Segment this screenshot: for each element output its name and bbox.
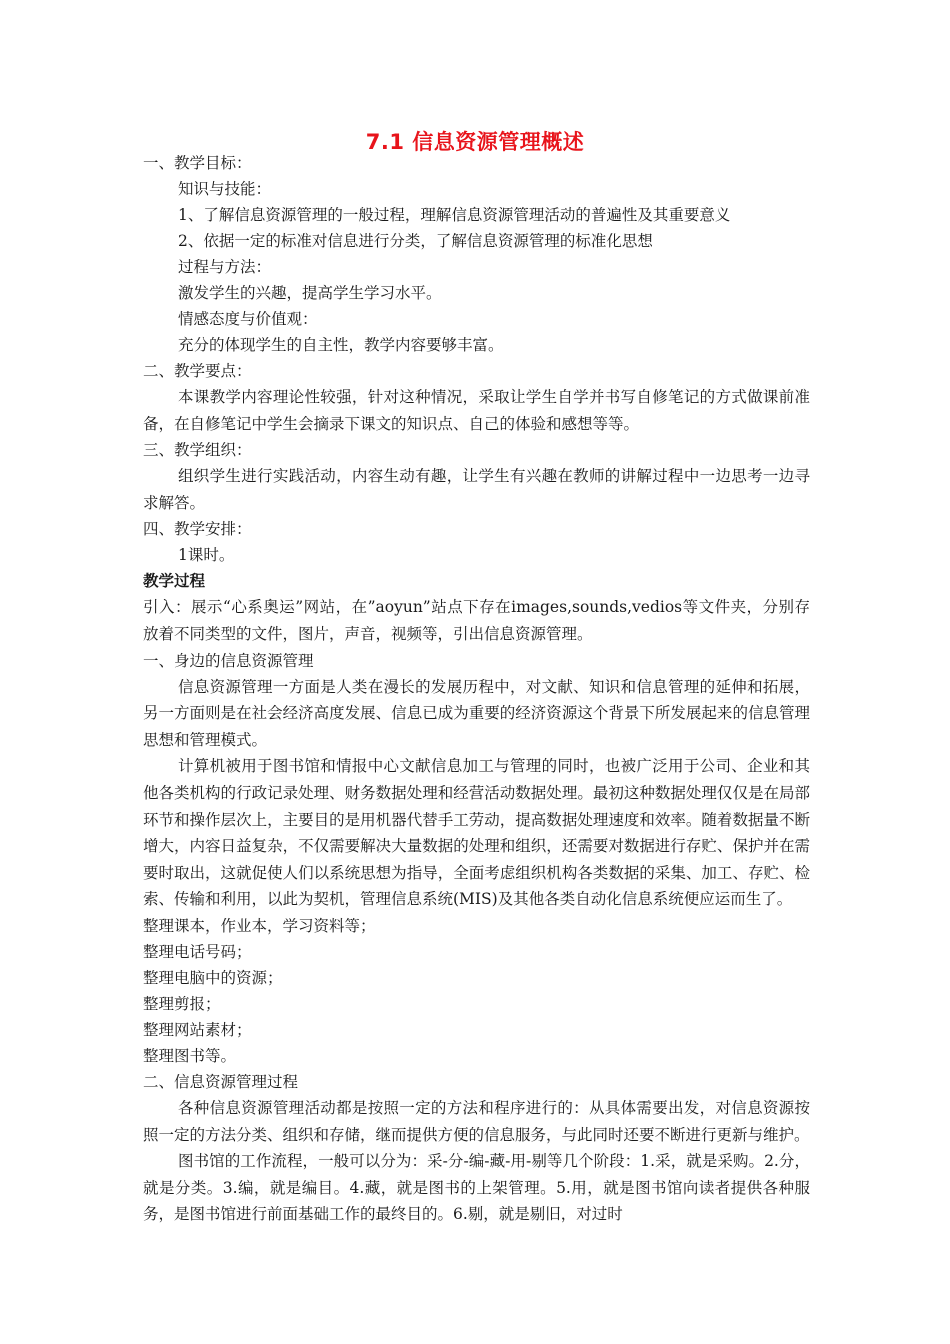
section1-paragraph-2: 计算机被用于图书馆和情报中心文献信息加工与管理的同时，也被广泛用于公司、企业和其他各类机构的行政记录处理、财务数据处理和经营活动数据处理。最初这种数据处理仅仅是在局部环节和操作层次上，主要目的是用机器代替手工劳动，提高数据处理速度和效率。随着数据量不断增大，内容日益复杂，不仅需要解决大量数据的处理和组织，还需要对数据进行存贮、保护并在需要时取出，这就促使人们以系统思想为指导，全面考虑组织机构各类数据的采集、加工、存贮、检索、传输和利用，以此为契机，管理信息系统(MIS)及其他各类自动化信息系统便应运而生了。: [143, 757, 810, 909]
emotion-text: 充分的体现学生的自主性，教学内容要够丰富。: [178, 336, 504, 354]
document-body: [143, 150, 810, 1228]
key-points-heading: 二、教学要点：: [143, 362, 252, 380]
example-item: 整理电话号码；: [143, 942, 252, 961]
process-text: 激发学生的兴趣，提高学生学习水平。: [178, 284, 442, 302]
example-item: 整理图书等。: [143, 1046, 237, 1065]
section2-paragraph-1: 各种信息资源管理活动都是按照一定的方法和程序进行的：从具体需要出发，对信息资源按照一定的方法分类、组织和存储，继而提供方便的信息服务，与此同时还要不断进行更新与维护。: [143, 1098, 810, 1144]
process-label: 过程与方法：: [178, 258, 272, 276]
schedule-heading: 四、教学安排：: [143, 520, 252, 539]
section2-heading: 二、信息资源管理过程: [143, 1072, 299, 1091]
page-title: 7.1 信息资源管理概述: [365, 130, 585, 154]
key-points-text: 本课教学内容理论性较强，针对这种情况，采取让学生自学并书写自修笔记的方式做课前准备，在自修笔记中学生会摘录下课文的知识点、自己的体验和感想等等。: [143, 388, 810, 433]
schedule-text: 1课时。: [178, 546, 235, 565]
section1-paragraph-1: 信息资源管理一方面是人类在漫长的发展历程中，对文献、知识和信息管理的延伸和拓展，另一方面则是在社会经济高度发展、信息已成为重要的经济资源这个背景下所发展起来的信息管理思想和管理模式。: [143, 677, 810, 749]
knowledge-item-2: 2、依据一定的标准对信息进行分类，了解信息资源管理的标准化思想: [178, 232, 653, 250]
intro-paragraph: 引入：展示“心系奥运”网站，在”aoyun”站点下存在images,sounds,vedios等文件夹，分别存放着不同类型的文件，图片，声音，视频等，引出信息资源管理。: [143, 598, 810, 643]
organization-heading: 三、教学组织：: [143, 441, 252, 460]
example-item: 整理剪报；: [143, 994, 221, 1013]
example-item: 整理电脑中的资源；: [143, 968, 283, 987]
knowledge-label: 知识与技能：: [178, 180, 272, 198]
knowledge-item-1: 1、了解信息资源管理的一般过程，理解信息资源管理活动的普遍性及其重要意义: [178, 206, 731, 224]
process-heading: 教学过程: [143, 572, 206, 591]
emotion-label: 情感态度与价值观：: [178, 310, 318, 328]
section1-heading: 一、身边的信息资源管理: [143, 651, 314, 670]
organization-text: 组织学生进行实践活动，内容生动有趣，让学生有兴趣在教师的讲解过程中一边思考一边寻求解答。: [143, 467, 810, 512]
example-item: 整理网站素材；: [143, 1020, 252, 1039]
objectives-heading: 一、教学目标：: [143, 154, 252, 172]
example-item: 整理课本，作业本，学习资料等；: [143, 916, 376, 935]
section2-paragraph-2: 图书馆的工作流程，一般可以分为：采-分-编-藏-用-剔等几个阶段：1.采，就是采购。2.分，就是分类。3.编，就是编目。4.藏，就是图书的上架管理。5.用，就是图书馆向读者提供各种服务，是图书馆进行前面基础工作的最终目的。6.剔，就是剔旧，对过时: [143, 1152, 810, 1224]
